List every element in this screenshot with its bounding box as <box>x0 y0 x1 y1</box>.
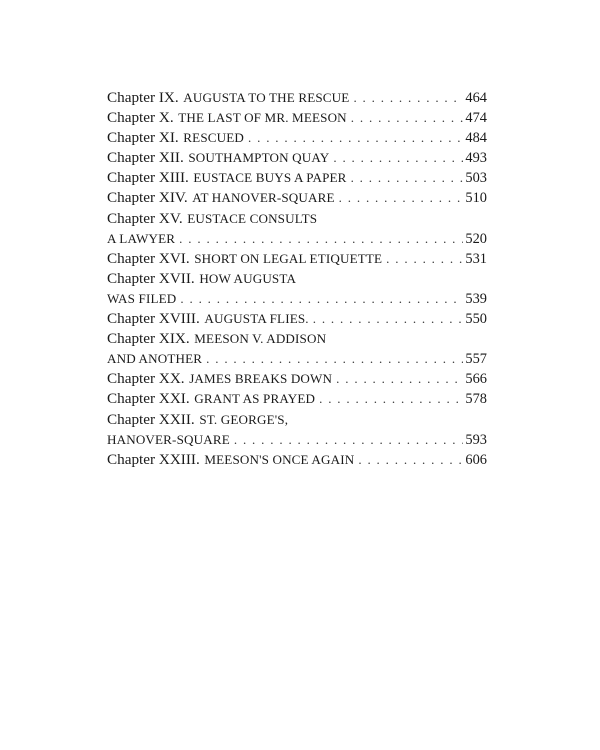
chapter-title: EUSTACE CONSULTS <box>187 210 318 226</box>
dot-leader <box>351 168 464 188</box>
dot-leader <box>386 249 463 269</box>
toc-line <box>107 209 487 229</box>
chapter-title: SHORT ON LEGAL ETIQUETTE <box>194 250 383 266</box>
toc-entry-chapter-9[interactable] <box>107 88 487 108</box>
chapter-title-continuation: A LAWYER <box>107 230 176 246</box>
toc-line <box>107 148 487 168</box>
toc-line <box>107 450 487 470</box>
toc-line <box>107 410 487 430</box>
page-number: 566 <box>465 371 487 388</box>
toc-line <box>107 168 487 188</box>
page-number: 493 <box>465 150 487 167</box>
chapter-number: Chapter XVII. <box>107 269 195 287</box>
chapter-title-continuation: AND ANOTHER <box>107 351 203 367</box>
toc-entry-chapter-17[interactable] <box>107 269 487 309</box>
chapter-number: Chapter XIV. <box>107 189 188 207</box>
dot-leader <box>319 389 463 409</box>
page-number: 464 <box>465 90 487 106</box>
dot-leader <box>336 369 463 389</box>
toc-line <box>107 249 487 269</box>
toc-line-continuation <box>107 349 487 369</box>
toc-entry-chapter-16[interactable] <box>107 249 487 269</box>
toc-line <box>107 369 487 389</box>
chapter-title: AUGUSTA TO THE RESCUE <box>183 90 350 105</box>
chapter-number: Chapter XXI. <box>107 390 190 408</box>
toc-entry-chapter-11[interactable] <box>107 128 487 148</box>
page-number: 510 <box>465 190 487 207</box>
chapter-number: Chapter XVIII. <box>107 310 200 328</box>
chapter-title: EUSTACE BUYS A PAPER <box>193 170 347 186</box>
chapter-number: Chapter XV. <box>107 209 183 227</box>
chapter-title: SOUTHAMPTON QUAY <box>188 150 330 166</box>
toc-entry-chapter-23[interactable] <box>107 450 487 470</box>
dot-leader <box>180 289 463 309</box>
toc-entry-chapter-22[interactable] <box>107 410 487 450</box>
toc-entry-chapter-18[interactable] <box>107 309 487 329</box>
page-number: 474 <box>465 110 487 127</box>
chapter-title-continuation: WAS FILED <box>107 290 177 306</box>
chapter-number: Chapter X. <box>107 109 174 127</box>
page-number: 578 <box>465 391 487 408</box>
toc-entry-chapter-21[interactable] <box>107 389 487 409</box>
chapter-title: MEESON'S ONCE AGAIN <box>204 451 355 467</box>
dot-leader <box>333 148 463 168</box>
toc-line <box>107 269 487 289</box>
dot-leader <box>358 450 463 470</box>
chapter-title: AT HANOVER-SQUARE <box>192 190 335 206</box>
dot-leader <box>339 188 464 208</box>
toc-entry-chapter-10[interactable] <box>107 108 487 128</box>
chapter-title: RESCUED <box>183 130 244 146</box>
toc-entry-chapter-20[interactable] <box>107 369 487 389</box>
page-number: 484 <box>465 130 487 147</box>
toc-line-continuation <box>107 430 487 450</box>
page-number: 531 <box>465 250 487 267</box>
chapter-number: Chapter XIX. <box>107 330 190 348</box>
chapter-number: Chapter XI. <box>107 129 179 147</box>
page-number: 503 <box>465 170 487 187</box>
chapter-number: Chapter IX. <box>107 89 179 106</box>
chapter-number: Chapter XVI. <box>107 249 190 267</box>
dot-leader <box>234 430 464 450</box>
page-number: 557 <box>465 351 487 368</box>
toc-entry-chapter-12[interactable] <box>107 148 487 168</box>
chapter-number: Chapter XX. <box>107 370 185 388</box>
dot-leader <box>179 229 463 249</box>
page-number: 593 <box>465 431 487 448</box>
toc-line <box>107 329 487 349</box>
page-number: 606 <box>465 451 487 468</box>
chapter-number: Chapter XXII. <box>107 410 195 428</box>
dot-leader <box>248 128 463 148</box>
dot-leader <box>206 349 463 369</box>
toc-line <box>107 188 487 208</box>
toc-line <box>107 309 487 329</box>
chapter-title: AUGUSTA FLIES. <box>204 311 309 327</box>
page-number: 520 <box>465 230 487 247</box>
page-number: 539 <box>465 290 487 307</box>
chapter-number: Chapter XII. <box>107 149 184 167</box>
chapter-number: Chapter XXIII. <box>107 450 200 468</box>
table-of-contents <box>107 88 487 470</box>
toc-entry-chapter-14[interactable] <box>107 188 487 208</box>
dot-leader <box>353 88 463 108</box>
toc-line <box>107 108 487 128</box>
dot-leader <box>313 309 464 329</box>
chapter-title: MEESON V. ADDISON <box>194 331 327 347</box>
toc-entry-chapter-13[interactable] <box>107 168 487 188</box>
chapter-number: Chapter XIII. <box>107 169 189 187</box>
chapter-title: ST. GEORGE'S, <box>199 411 289 427</box>
chapter-title-continuation: HANOVER-SQUARE <box>107 431 230 447</box>
chapter-title: HOW AUGUSTA <box>199 270 297 286</box>
page-number: 550 <box>465 311 487 328</box>
toc-line <box>107 88 487 108</box>
toc-line-continuation <box>107 229 487 249</box>
chapter-title: JAMES BREAKS DOWN <box>189 371 333 387</box>
chapter-title: THE LAST OF MR. MEESON <box>178 110 347 126</box>
toc-line <box>107 389 487 409</box>
dot-leader <box>351 108 464 128</box>
chapter-title: GRANT AS PRAYED <box>194 391 316 407</box>
toc-entry-chapter-19[interactable] <box>107 329 487 369</box>
toc-line <box>107 128 487 148</box>
toc-line-continuation <box>107 289 487 309</box>
toc-entry-chapter-15[interactable] <box>107 209 487 249</box>
